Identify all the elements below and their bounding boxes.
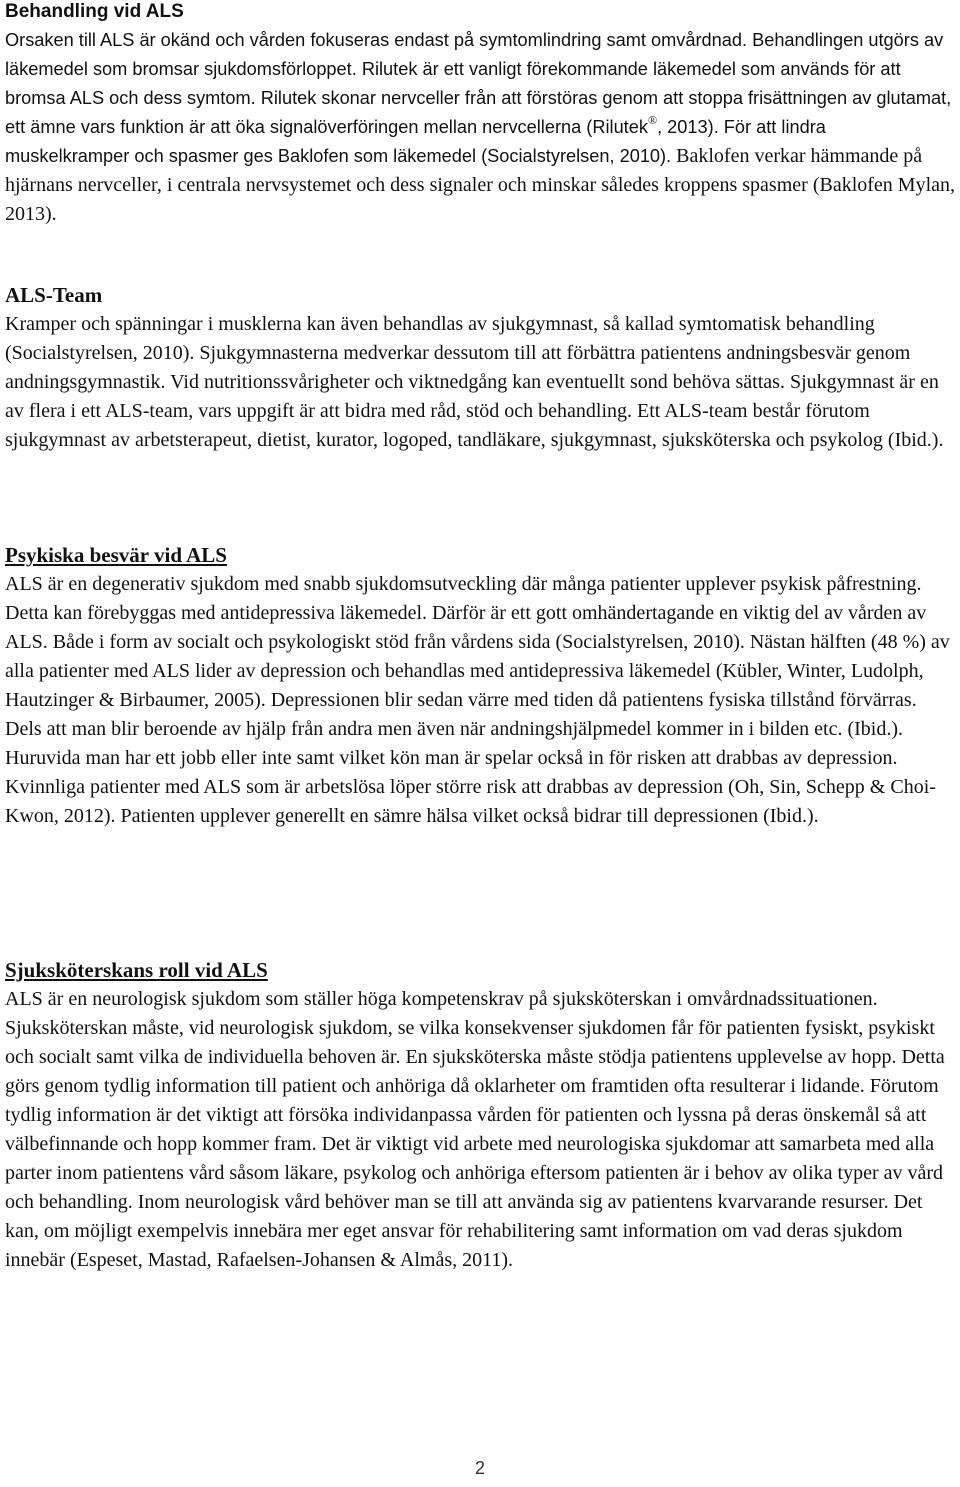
- page-number: 2: [474, 1458, 485, 1478]
- paragraph-text-sans: Orsaken till ALS är okänd och vården fokuseras endast på symtomlindring samt omvårdnad. Behandlingen utgörs av läkemedel som bromsar sjukdomsförloppet. Rilutek är ett vanligt förekommande läkemedel som används för att bromsa ALS och dess symtom. Rilutek skonar nervceller från att förstöras genom att stoppa frisättningen av glutamat, ett ämne vars funktion är att öka signalöverföringen mellan nervcellerna (Rilutek: [5, 30, 952, 137]
- section-heading: Sjuksköterskans roll vid ALS: [5, 958, 268, 982]
- section-paragraph: ALS är en neurologisk sjukdom som ställer höga kompetenskrav på sjuksköterskan i omvårdnadssituationen. Sjuksköterskan måste, vid neurologisk sjukdom, se vilka konsekvenser sjukdomen får för patienten fysiskt, psykiskt och socialt samt vilka de individuella behoven är. En sjuksköterska måste stödja patientens upplevelse av hopp. Detta görs genom tydlig information till patient och anhöriga då oklarheter om framtiden ofta resulterar i lidande. Förutom tydlig information är det viktigt att försöka individanpassa vården för patienten och lyssna på deras önskemål så att välbefinnande och hopp kommer fram. Det är viktigt vid arbete med neurologiska sjukdomar att samarbeta med alla parter inom patientens vård såsom läkare, psykolog och anhöriga eftersom patienten är i behov av olika typer av vård och behandling. Inom neurologisk vård behöver man se till att använda sig av patientens kvarvarande resurser. Det kan, om möjligt exempelvis innebära mer eget ansvar för rehabilitering samt information om vad deras sjukdom innebär (Espeset, Mastad, Rafaelsen-Johansen & Almås, 2011).: [5, 988, 945, 1271]
- section-paragraph: Kramper och spänningar i musklerna kan även behandlas av sjukgymnast, så kallad symtomatisk behandling (Socialstyrelsen, 2010). Sjukgymnasterna medverkar dessutom till att förbättra patientens andningsbesvär genom andningsgymnastik. Vid nutritionssvårigheter och viktnedgång kan eventuellt sond behöva sättas. Sjukgymnast är en av flera i ett ALS-team, vars uppgift är att bidra med råd, stöd och behandling. Ett ALS-team består förutom sjukgymnast av arbetsterapeut, dietist, kurator, logoped, tandläkare, sjukgymnast, sjuksköterska och psykolog (Ibid.).: [5, 313, 944, 451]
- paragraph-text-serif: Baklofen verkar hämmande på hjärnans nervceller, i centrala nervsystemet och dess signaler och minskar således kroppens spasmer (Baklofen Mylan, 2013).: [5, 145, 955, 225]
- section-paragraph: [5, 26, 955, 229]
- registered-mark: ®: [647, 113, 658, 127]
- section-psykiska-besvar: [5, 541, 955, 831]
- section-als-team: [5, 281, 955, 455]
- section-behandling: [5, 0, 955, 229]
- section-heading: ALS-Team: [5, 283, 103, 307]
- section-paragraph: ALS är en degenerativ sjukdom med snabb sjukdomsutveckling där många patienter upplever psykisk påfrestning. Detta kan förebyggas med antidepressiva läkemedel. Därför är ett gott omhändertagande en viktig del av vården av ALS. Både i form av socialt och psykologiskt stöd från vårdens sida (Socialstyrelsen, 2010). Nästan hälften (48 %) av alla patienter med ALS lider av depression och behandlas med antidepressiva läkemedel (Kübler, Winter, Ludolph, Hautzinger & Birbaumer, 2005). Depressionen blir sedan värre med tiden då patientens fysiska tillstånd förvärras. Dels att man blir beroende av hjälp från andra men även när andningshjälpmedel kommer in i bilden etc. (Ibid.). Huruvida man har ett jobb eller inte samt vilket kön man är spelar också in för risken att drabbas av depression. Kvinnliga patienter med ALS som är arbetslösa löper större risk att drabbas av depression (Oh, Sin, Schepp & Choi-Kwon, 2012). Patienten upplever generellt en sämre hälsa vilket också bidrar till depressionen (Ibid.).: [5, 573, 950, 827]
- section-sjukskoterskans-roll: [5, 956, 955, 1275]
- section-heading: Behandling vid ALS: [5, 1, 184, 22]
- section-heading: Psykiska besvär vid ALS: [5, 543, 227, 567]
- paragraph-text-sans-cont: , 2013). För att lindra muskelkramper och spasmer ges Baklofen som läkemedel (Socialstyrelsen, 2010).: [5, 117, 826, 166]
